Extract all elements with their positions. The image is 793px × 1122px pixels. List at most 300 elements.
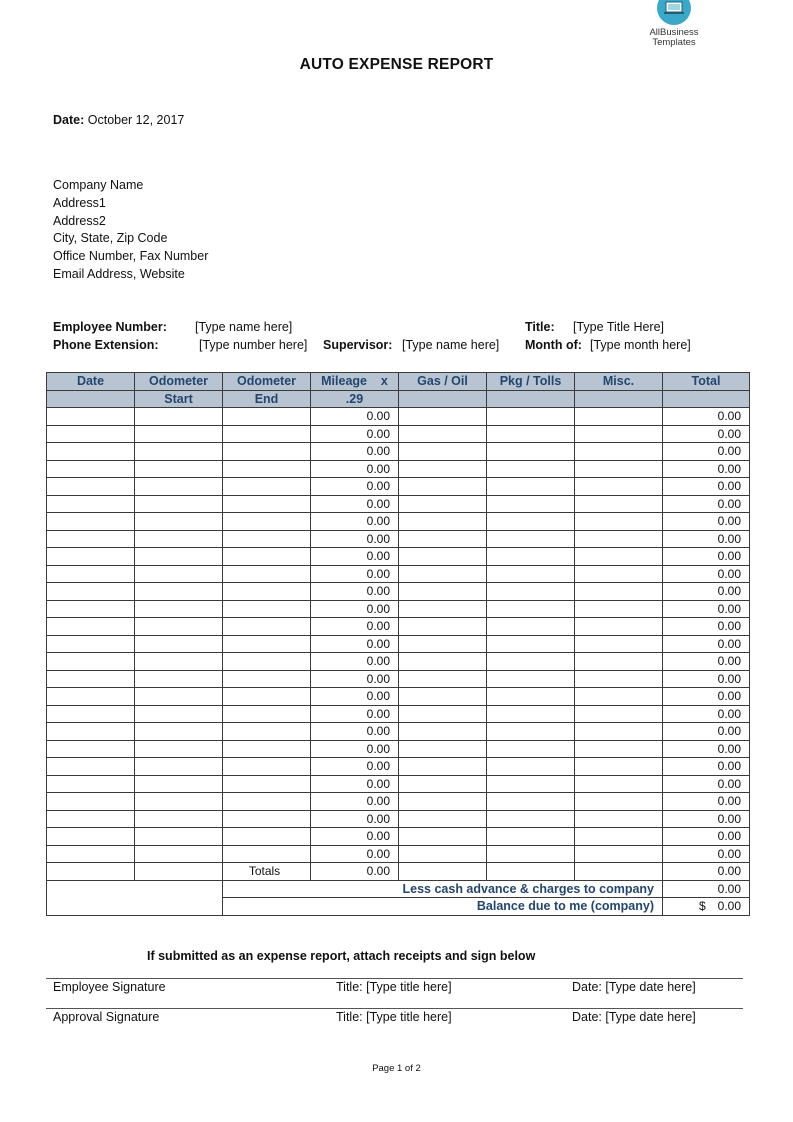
table-cell[interactable] [399,583,487,601]
table-cell[interactable] [575,583,663,601]
table-cell[interactable] [575,793,663,811]
balance-label: Balance due to me (company) [223,898,663,916]
table-cell[interactable] [575,828,663,846]
table-cell[interactable] [135,530,223,548]
table-row [47,705,750,723]
mileage-cell[interactable]: 0.00 [311,408,399,426]
table-row [47,828,750,846]
company-address2[interactable]: Address2 [53,213,106,228]
header-cell [47,390,135,408]
mileage-cell[interactable]: 0.00 [311,495,399,513]
table-cell[interactable] [47,670,135,688]
table-cell[interactable] [223,618,311,636]
table-cell[interactable] [223,583,311,601]
total-cell[interactable]: 0.00 [663,670,750,688]
table-cell[interactable] [47,583,135,601]
balance-value: 0.00 [717,899,741,914]
table-cell[interactable] [47,845,135,863]
table-cell[interactable] [575,513,663,531]
table-row [47,653,750,671]
table-cell[interactable] [487,810,575,828]
table-cell[interactable] [223,828,311,846]
totals-total: 0.00 [663,863,750,881]
total-cell[interactable]: 0.00 [663,600,750,618]
table-cell[interactable] [399,845,487,863]
table-cell[interactable] [575,408,663,426]
table-cell[interactable] [399,723,487,741]
table-cell[interactable] [575,530,663,548]
mileage-cell[interactable]: 0.00 [311,513,399,531]
total-cell[interactable]: 0.00 [663,653,750,671]
total-cell[interactable]: 0.00 [663,408,750,426]
table-cell[interactable] [223,670,311,688]
mileage-cell[interactable]: 0.00 [311,740,399,758]
table-cell[interactable] [223,635,311,653]
table-row [47,618,750,636]
header-cell: Misc. [575,373,663,391]
table-cell[interactable] [47,758,135,776]
total-cell[interactable]: 0.00 [663,548,750,566]
table-cell[interactable] [135,460,223,478]
table-cell[interactable] [135,565,223,583]
signature-divider [46,978,743,979]
mileage-cell[interactable]: 0.00 [311,548,399,566]
table-cell[interactable] [487,723,575,741]
table-cell[interactable] [487,495,575,513]
header-cell [663,390,750,408]
table-cell[interactable] [575,600,663,618]
table-cell[interactable] [47,460,135,478]
mileage-cell[interactable]: 0.00 [311,705,399,723]
employee-title-field[interactable]: Title: [Type title here] [336,980,452,994]
table-cell[interactable] [399,828,487,846]
table-row [47,688,750,706]
table-cell[interactable] [223,478,311,496]
table-row [47,495,750,513]
total-cell[interactable]: 0.00 [663,635,750,653]
header-cell: Start [135,390,223,408]
total-cell[interactable]: 0.00 [663,705,750,723]
table-cell[interactable] [399,810,487,828]
table-cell[interactable] [135,810,223,828]
table-cell[interactable] [487,705,575,723]
table-row [47,443,750,461]
table-cell[interactable] [223,775,311,793]
table-cell[interactable] [223,565,311,583]
table-cell[interactable] [47,618,135,636]
table-row [47,460,750,478]
table-cell[interactable] [575,460,663,478]
total-cell[interactable]: 0.00 [663,828,750,846]
mileage-cell[interactable]: 0.00 [311,793,399,811]
table-cell[interactable] [223,495,311,513]
table-cell[interactable] [575,495,663,513]
table-cell[interactable] [399,408,487,426]
mileage-cell[interactable]: 0.00 [311,618,399,636]
mileage-cell[interactable]: 0.00 [311,670,399,688]
table-cell[interactable] [487,460,575,478]
table-cell[interactable] [135,425,223,443]
table-cell[interactable] [575,670,663,688]
table-cell[interactable] [575,688,663,706]
table-cell[interactable] [487,408,575,426]
header-cell: Gas / Oil [399,373,487,391]
table-cell[interactable] [47,705,135,723]
table-cell[interactable] [575,653,663,671]
table-cell[interactable] [47,793,135,811]
total-cell[interactable]: 0.00 [663,565,750,583]
supervisor-label: Supervisor: [323,338,393,352]
mileage-cell[interactable]: 0.00 [311,845,399,863]
mileage-cell[interactable]: 0.00 [311,530,399,548]
laptop-icon [656,0,692,26]
table-cell[interactable] [399,565,487,583]
mileage-cell[interactable]: 0.00 [311,600,399,618]
table-cell[interactable] [135,845,223,863]
table-cell[interactable] [487,653,575,671]
mileage-cell[interactable]: 0.00 [311,583,399,601]
mileage-cell[interactable]: 0.00 [311,828,399,846]
table-row [47,565,750,583]
table-cell[interactable] [47,530,135,548]
table-cell[interactable] [487,740,575,758]
table-cell[interactable] [47,478,135,496]
mileage-cell[interactable]: 0.00 [311,653,399,671]
table-cell[interactable] [135,600,223,618]
total-cell[interactable]: 0.00 [663,775,750,793]
header-cell [575,390,663,408]
title-field[interactable]: [Type Title Here] [573,320,665,334]
table-cell[interactable] [223,548,311,566]
table-cell[interactable] [575,548,663,566]
total-cell[interactable]: 0.00 [663,723,750,741]
table-cell[interactable] [399,670,487,688]
table-cell[interactable] [575,863,663,881]
total-cell[interactable]: 0.00 [663,460,750,478]
table-cell[interactable] [487,845,575,863]
mileage-cell[interactable]: 0.00 [311,425,399,443]
mileage-cell[interactable]: 0.00 [311,565,399,583]
attach-note: If submitted as an expense report, attach receipts and sign below [147,949,536,963]
mileage-cell[interactable]: 0.00 [311,723,399,741]
company-city[interactable]: City, State, Zip Code [53,231,168,246]
approval-title-field[interactable]: Title: [Type title here] [336,1010,452,1024]
table-cell[interactable] [223,758,311,776]
logo-line2: Templates [652,37,696,48]
table-cell[interactable] [47,408,135,426]
table-cell[interactable] [47,425,135,443]
totals-row [47,863,750,881]
total-cell[interactable]: 0.00 [663,513,750,531]
total-cell[interactable]: 0.00 [663,845,750,863]
blank-cell [47,880,223,915]
table-cell[interactable] [135,723,223,741]
table-cell[interactable] [487,548,575,566]
mileage-cell[interactable]: 0.00 [311,810,399,828]
total-cell[interactable]: 0.00 [663,583,750,601]
table-cell[interactable] [399,740,487,758]
balance-value-cell [663,898,750,916]
table-cell[interactable] [47,740,135,758]
header-cell: .29 [311,390,399,408]
table-cell[interactable] [47,653,135,671]
table-cell[interactable] [223,793,311,811]
table-cell[interactable] [399,460,487,478]
table-cell[interactable] [399,775,487,793]
header-cell: Odometer [135,373,223,391]
table-cell[interactable] [575,425,663,443]
table-cell[interactable] [399,478,487,496]
mileage-cell[interactable]: 0.00 [311,443,399,461]
table-cell[interactable] [47,635,135,653]
totals-label: Totals [223,863,311,881]
page-number: Page 1 of 2 [372,1063,421,1074]
total-cell[interactable]: 0.00 [663,495,750,513]
report-date [53,113,184,127]
table-cell[interactable] [575,723,663,741]
table-row [47,425,750,443]
header-cell [487,390,575,408]
table-cell[interactable] [47,548,135,566]
table-cell[interactable] [47,863,135,881]
mileage-cell[interactable]: 0.00 [311,460,399,478]
employee-number-label: Employee Number: [53,320,167,334]
table-cell[interactable] [223,443,311,461]
mileage-cell[interactable]: 0.00 [311,688,399,706]
company-address1[interactable]: Address1 [53,195,106,210]
approval-date-field[interactable]: Date: [Type date here] [572,1010,696,1024]
logo-line1: AllBusiness [649,27,699,38]
table-cell[interactable] [223,723,311,741]
table-cell[interactable] [47,775,135,793]
header-cell: Pkg / Tolls [487,373,575,391]
page-title: AUTO EXPENSE REPORT [299,56,494,73]
table-cell[interactable] [575,618,663,636]
table-cell[interactable] [575,478,663,496]
table-cell[interactable] [487,688,575,706]
table-cell[interactable] [223,740,311,758]
header-row-1 [47,373,750,391]
total-cell[interactable]: 0.00 [663,618,750,636]
table-cell[interactable] [135,513,223,531]
employee-signature-label[interactable]: Employee Signature [53,980,166,994]
total-cell[interactable]: 0.00 [663,740,750,758]
table-cell[interactable] [487,583,575,601]
table-cell[interactable] [135,478,223,496]
less-cash-row [47,880,750,898]
table-cell[interactable] [399,443,487,461]
header-cell: Mileage x [311,373,399,391]
table-cell[interactable] [135,793,223,811]
total-cell[interactable]: 0.00 [663,443,750,461]
table-cell[interactable] [135,670,223,688]
table-cell[interactable] [135,495,223,513]
less-cash-value[interactable]: 0.00 [663,880,750,898]
header-cell: End [223,390,311,408]
table-cell[interactable] [487,425,575,443]
mileage-cell[interactable]: 0.00 [311,478,399,496]
table-cell[interactable] [47,513,135,531]
table-row [47,740,750,758]
employee-number-field[interactable]: [Type name here] [195,320,293,334]
table-cell[interactable] [487,443,575,461]
table-cell[interactable] [135,863,223,881]
table-cell[interactable] [223,530,311,548]
table-cell[interactable] [487,793,575,811]
date-value[interactable]: October 12, 2017 [87,113,185,127]
header-cell: Odometer [223,373,311,391]
table-cell[interactable] [135,705,223,723]
table-cell[interactable] [487,863,575,881]
table-cell[interactable] [575,565,663,583]
approval-signature-label[interactable]: Approval Signature [53,1010,160,1024]
table-cell[interactable] [223,653,311,671]
table-cell[interactable] [223,513,311,531]
table-cell[interactable] [399,653,487,671]
total-cell[interactable]: 0.00 [663,758,750,776]
month-of-field[interactable]: [Type month here] [590,338,691,352]
table-cell[interactable] [399,495,487,513]
table-cell[interactable] [223,600,311,618]
table-cell[interactable] [487,600,575,618]
table-cell[interactable] [47,723,135,741]
table-cell[interactable] [223,810,311,828]
table-cell[interactable] [399,705,487,723]
total-cell[interactable]: 0.00 [663,793,750,811]
table-cell[interactable] [47,443,135,461]
table-row [47,408,750,426]
table-cell[interactable] [575,635,663,653]
table-cell[interactable] [223,425,311,443]
date-label: Date: [53,113,85,127]
table-row [47,600,750,618]
table-cell[interactable] [399,793,487,811]
mileage-cell[interactable]: 0.00 [311,758,399,776]
table-cell[interactable] [575,775,663,793]
table-cell[interactable] [487,775,575,793]
expense-table [46,372,750,916]
total-cell[interactable]: 0.00 [663,688,750,706]
table-cell[interactable] [223,460,311,478]
table-cell[interactable] [47,495,135,513]
mileage-cell[interactable]: 0.00 [311,635,399,653]
table-cell[interactable] [399,513,487,531]
table-row [47,548,750,566]
table-cell[interactable] [399,863,487,881]
table-cell[interactable] [575,758,663,776]
table-row [47,635,750,653]
table-cell[interactable] [47,828,135,846]
supervisor-field[interactable]: [Type name here] [402,338,500,352]
table-cell[interactable] [487,670,575,688]
table-cell[interactable] [487,530,575,548]
table-cell[interactable] [399,425,487,443]
header-row-2 [47,390,750,408]
table-cell[interactable] [135,618,223,636]
table-cell[interactable] [575,705,663,723]
table-cell[interactable] [399,635,487,653]
company-name[interactable]: Company Name [53,178,144,192]
totals-mileage: 0.00 [311,863,399,881]
table-cell[interactable] [47,688,135,706]
table-cell[interactable] [223,845,311,863]
employee-date-field[interactable]: Date: [Type date here] [572,980,696,994]
table-cell[interactable] [135,740,223,758]
table-cell[interactable] [575,845,663,863]
table-cell[interactable] [135,653,223,671]
table-cell[interactable] [487,828,575,846]
table-cell[interactable] [47,810,135,828]
balance-currency: $ [699,899,706,914]
table-cell[interactable] [47,600,135,618]
less-cash-label: Less cash advance & charges to company [223,880,663,898]
table-cell[interactable] [47,565,135,583]
table-cell[interactable] [135,408,223,426]
table-row [47,845,750,863]
table-cell[interactable] [487,478,575,496]
header-cell [399,390,487,408]
company-phone[interactable]: Office Number, Fax Number [53,249,209,264]
table-cell[interactable] [575,740,663,758]
table-row [47,670,750,688]
table-cell[interactable] [135,828,223,846]
company-block [53,177,208,284]
table-cell[interactable] [223,688,311,706]
table-cell[interactable] [575,443,663,461]
mileage-cell[interactable]: 0.00 [311,775,399,793]
table-cell[interactable] [399,618,487,636]
table-cell[interactable] [135,443,223,461]
table-cell[interactable] [135,775,223,793]
table-cell[interactable] [399,688,487,706]
employee-number-row [53,320,167,334]
table-row [47,810,750,828]
total-cell[interactable]: 0.00 [663,425,750,443]
table-cell[interactable] [487,618,575,636]
total-cell[interactable]: 0.00 [663,530,750,548]
table-cell[interactable] [223,408,311,426]
table-cell[interactable] [135,758,223,776]
company-email[interactable]: Email Address, Website [53,266,185,281]
table-cell[interactable] [487,565,575,583]
table-row [47,775,750,793]
table-cell[interactable] [135,688,223,706]
table-cell[interactable] [135,583,223,601]
title-label: Title: [525,320,555,334]
table-cell[interactable] [487,758,575,776]
total-cell[interactable]: 0.00 [663,478,750,496]
table-row [47,583,750,601]
table-cell[interactable] [135,548,223,566]
table-cell[interactable] [223,705,311,723]
phone-extension-label: Phone Extension: [53,338,159,352]
total-cell[interactable]: 0.00 [663,810,750,828]
phone-extension-field[interactable]: [Type number here] [199,338,308,352]
table-row [47,793,750,811]
month-of-label: Month of: [525,338,582,352]
table-cell[interactable] [135,635,223,653]
table-cell[interactable] [399,548,487,566]
table-row [47,513,750,531]
table-cell[interactable] [399,530,487,548]
table-cell[interactable] [487,513,575,531]
table-cell[interactable] [575,810,663,828]
table-cell[interactable] [487,635,575,653]
table-row [47,530,750,548]
table-cell[interactable] [399,600,487,618]
table-row [47,758,750,776]
table-cell[interactable] [399,758,487,776]
